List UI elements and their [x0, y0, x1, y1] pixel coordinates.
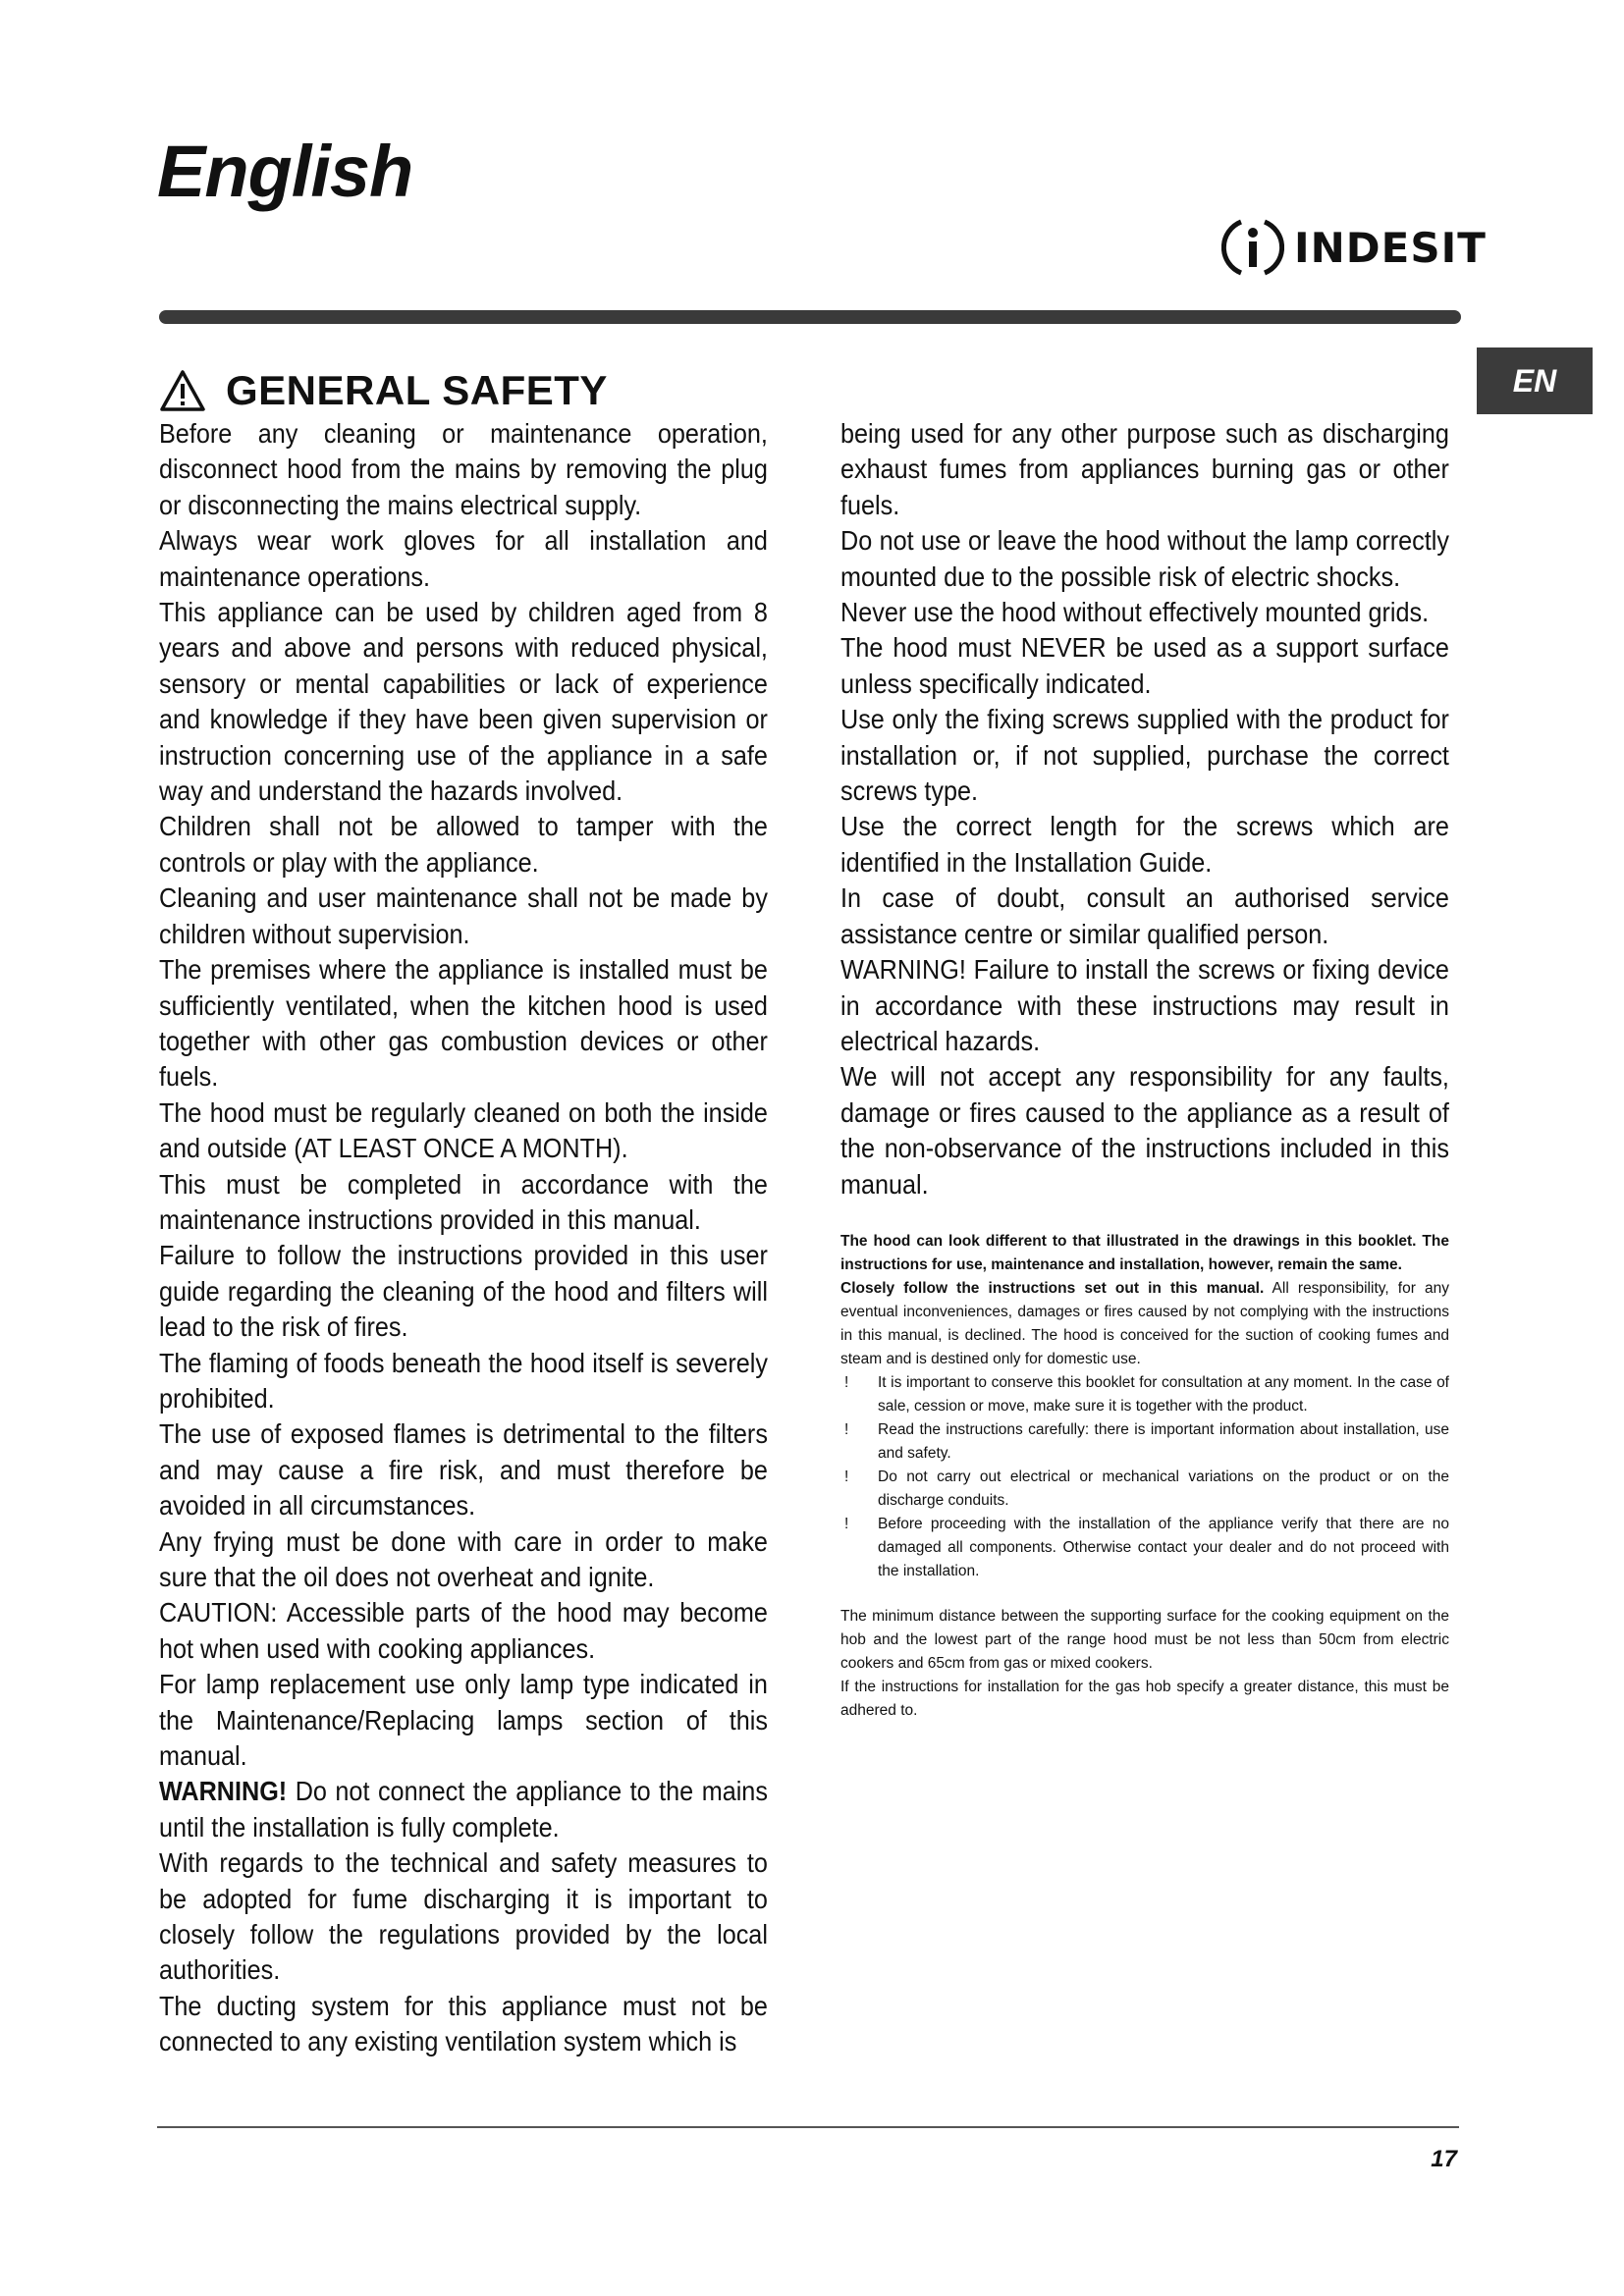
page-number: 17 — [1431, 2146, 1457, 2172]
section-header — [159, 363, 608, 418]
distance-note: If the instructions for installation for the gas hob specify a greater distance, this must be adhered to. — [840, 1678, 1449, 1719]
paragraph: In case of doubt, consult an authorised service assistance centre or similar qualified person. — [840, 882, 1449, 949]
paragraph: The use of exposed flames is detrimental to the filters and may cause a fire risk, and must therefore be avoided in all circumstances. — [159, 1418, 768, 1522]
paragraph: Failure to follow the instructions provided in this user guide regarding the cleaning of the hood and filters will lead to the risk of fires. — [159, 1240, 768, 1343]
indesit-logo-icon — [1221, 216, 1284, 279]
list-item: ! Before proceeding with the installation of the appliance verify that there are no damaged all components. Otherwise contact your dealer and do not proceed with the installation. — [844, 1515, 1449, 1579]
warning-paragraph — [159, 1774, 768, 1845]
warning-triangle-icon — [159, 369, 206, 412]
paragraph: We will not accept any responsibility for any faults, damage or fires caused to the appliance as a result of the non-observance of the instructions included in this manual. — [840, 1061, 1449, 1200]
paragraph: The ducting system for this appliance must not be connected to any existing ventilation system which is — [159, 1990, 768, 2057]
notes-intro: The hood can look different to that illustrated in the drawings in this booklet. The instructions for use, maintenance and installation, however, remain the same. — [840, 1232, 1449, 1273]
brand-logo — [1221, 210, 1487, 285]
paragraph: Never use the hood without effectively mounted grids. — [840, 597, 1430, 628]
paragraph: Before any cleaning or maintenance operation, disconnect hood from the mains by removing the plug or disconnecting the mains electrical supply. — [159, 418, 768, 520]
list-item: ! Do not carry out electrical or mechanical variations on the product or on the discharge conduits. — [844, 1468, 1449, 1509]
paragraph: Cleaning and user maintenance shall not be made by children without supervision. — [159, 882, 768, 949]
notes-block — [840, 1230, 1449, 1723]
warning-label: WARNING! — [159, 1776, 288, 1807]
notes-follow: Closely follow the instructions set out in this manual. All responsibility, for any eventual inconveniences, damages or fires caused by not complying with the instructions in this manual, is declined. The hood is conceived for the suction of cooking fumes and steam and is destined only for domestic use. — [840, 1279, 1449, 1367]
paragraph: The hood must be regularly cleaned on both the inside and outside (AT LEAST ONCE A MONTH). — [159, 1096, 768, 1164]
paragraph: This appliance can be used by children aged from 8 years and above and persons with reduced physical, sensory or mental capabilities or lack of experience and knowledge if they have been given supervision or instruction concerning use of the appliance in a safe way and understand the hazards involved. — [159, 597, 768, 807]
language-title: English — [157, 131, 413, 212]
list-item: ! It is important to conserve this booklet for consultation at any moment. In the case of sale, cession or move, make sure it is together with the product. — [844, 1373, 1449, 1415]
paragraph: Children shall not be allowed to tamper with the controls or play with the appliance. — [159, 811, 768, 878]
paragraph: The premises where the appliance is installed must be sufficiently ventilated, when the kitchen hood is used together with other gas combustion devices or other fuels. — [159, 954, 768, 1093]
language-tab: EN — [1477, 347, 1593, 414]
footer-divider — [157, 2126, 1459, 2128]
right-column — [840, 416, 1449, 1723]
section-title: GENERAL SAFETY — [226, 367, 608, 413]
paragraph: Do not use or leave the hood without the lamp correctly mounted due to the possible risk of electric shocks. — [840, 525, 1449, 592]
paragraph: Any frying must be done with care in order to make sure that the oil does not overheat and ignite. — [159, 1525, 768, 1592]
warning-text: Do not connect the appliance to the mains until the installation is fully complete. — [159, 1776, 768, 1842]
header-divider — [159, 310, 1461, 324]
paragraph: Use only the fixing screws supplied with the product for installation or, if not supplied, purchase the correct screws type. — [840, 704, 1449, 807]
paragraph: With regards to the technical and safety measures to be adopted for fume discharging it is important to closely follow the regulations provided by the local authorities. — [159, 1847, 768, 1986]
paragraph: WARNING! Failure to install the screws or fixing device in accordance with these instructions may result in electrical hazards. — [840, 954, 1449, 1056]
list-item: ! Read the instructions carefully: there is important information about installation, use and safety. — [844, 1420, 1449, 1462]
paragraph: This must be completed in accordance with the maintenance instructions provided in this manual. — [159, 1168, 768, 1235]
paragraph: The flaming of foods beneath the hood itself is severely prohibited. — [159, 1347, 768, 1414]
paragraph: Use the correct length for the screws which are identified in the Installation Guide. — [840, 811, 1449, 878]
paragraph: being used for any other purpose such as discharging exhaust fumes from appliances burning gas or other fuels. — [840, 418, 1449, 520]
left-column — [159, 416, 768, 2060]
paragraph: For lamp replacement use only lamp type indicated in the Maintenance/Replacing lamps section of this manual. — [159, 1669, 768, 1772]
distance-note: The minimum distance between the supporting surface for the cooking equipment on the hob and the lowest part of the range hood must be not less than 50cm from electric cookers and 65cm from gas or mixed cookers. — [840, 1607, 1449, 1672]
paragraph: The hood must NEVER be used as a support surface unless specifically indicated. — [840, 632, 1449, 699]
brand-name: INDESIT — [1294, 223, 1487, 272]
paragraph: CAUTION: Accessible parts of the hood may become hot when used with cooking appliances. — [159, 1597, 768, 1664]
paragraph: Always wear work gloves for all installation and maintenance operations. — [159, 525, 768, 592]
